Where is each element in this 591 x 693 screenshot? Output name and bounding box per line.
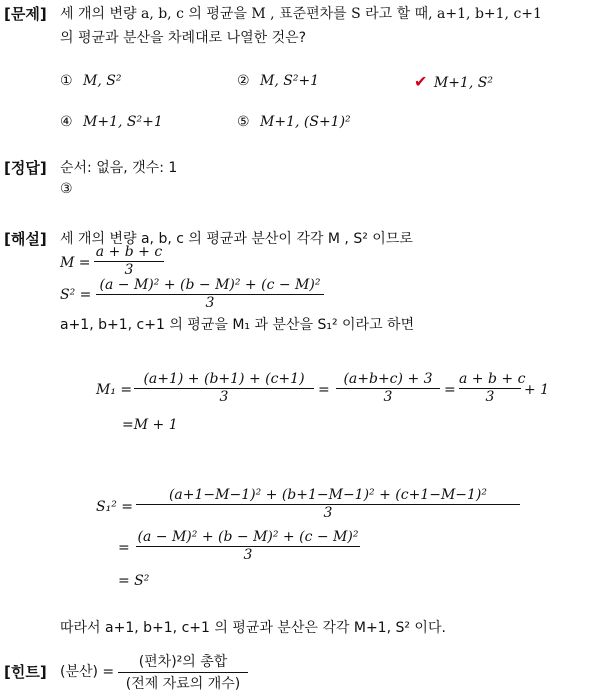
choice-1-text: M, S² <box>83 73 122 89</box>
answer-line1: 순서: 없음, 갯수: 1 <box>60 160 178 176</box>
explanation-conclusion: 따라서 a+1, b+1, c+1 의 평균과 분산은 각각 M+1, S² 이다. <box>60 620 446 636</box>
explanation-line1: 세 개의 변량 a, b, c 의 평균과 분산이 각각 M , S² 이므로 <box>60 231 413 247</box>
check-mark-icon: ✔ <box>414 72 428 91</box>
hint-lhs: (분산) = <box>60 664 115 680</box>
explanation-tag: [해설] <box>4 230 47 248</box>
eq-s-numerator: (a − M)² + (b − M)² + (c − M)² <box>99 277 321 293</box>
m1-f2-denominator: 3 <box>336 388 440 405</box>
choice-3[interactable] <box>414 72 493 91</box>
m1-eq2: = <box>318 382 330 398</box>
m1-f3-numerator: a + b + c <box>459 371 526 387</box>
s1-lhs: S₁² = <box>96 499 133 515</box>
m1-f1-numerator: (a+1) + (b+1) + (c+1) <box>143 371 305 387</box>
explanation-line4: a+1, b+1, c+1 의 평균을 M₁ 과 분산을 S₁² 이라고 하면 <box>60 317 415 333</box>
answer-tag: [정답] <box>4 159 47 177</box>
choice-4[interactable] <box>60 114 163 130</box>
hint-tag: [힌트] <box>4 663 47 681</box>
m1-lhs: M₁ = <box>96 382 133 398</box>
choice-5-mark: ⑤ <box>237 114 250 130</box>
hint-denominator: (전제 자료의 개수) <box>118 672 248 693</box>
m1-fraction-2 <box>336 371 440 405</box>
choice-1[interactable] <box>60 73 121 89</box>
eq-m-denominator: 3 <box>94 261 164 278</box>
s1-eq2: = <box>118 540 130 556</box>
m1-fraction-3 <box>459 371 526 405</box>
answer-line2: ③ <box>60 181 73 197</box>
m1-f1-denominator: 3 <box>134 388 314 405</box>
hint-fraction <box>118 651 248 693</box>
s1-f1-numerator: (a+1−M−1)² + (b+1−M−1)² + (c+1−M−1)² <box>168 487 488 503</box>
eq-m-numerator: a + b + c <box>95 244 163 260</box>
s1-f2-numerator: (a − M)² + (b − M)² + (c − M)² <box>137 529 359 545</box>
eq-m-fraction <box>94 244 164 278</box>
choice-5-text: M+1, (S+1)² <box>260 114 351 130</box>
eq-s-denominator: 3 <box>96 294 324 311</box>
s1-f2-denominator: 3 <box>136 546 360 563</box>
s1-fraction-2 <box>136 529 360 563</box>
choice-3-text: M+1, S² <box>433 75 493 91</box>
hint-numerator: (편차)²의 총합 <box>138 654 228 670</box>
choice-4-text: M+1, S²+1 <box>83 114 163 130</box>
choice-1-mark: ① <box>60 73 73 89</box>
m1-line2: =M + 1 <box>122 417 178 433</box>
eq-m-lhs: M = <box>60 255 91 271</box>
problem-text-line1: 세 개의 변량 a, b, c 의 평균을 M , 표준편차를 S 라고 할 때, a+1, b+1, c+1 <box>60 6 542 22</box>
m1-f3-denominator: 3 <box>459 388 521 405</box>
choice-2[interactable] <box>237 73 319 89</box>
s1-fraction-1 <box>136 487 520 521</box>
m1-tail: + 1 <box>524 382 550 398</box>
s1-line3: = S² <box>118 573 150 589</box>
m1-eq3: = <box>444 382 456 398</box>
choice-5[interactable] <box>237 114 351 130</box>
problem-text-line2: 의 평균과 분산을 차례대로 나열한 것은? <box>60 30 307 46</box>
choice-2-text: M, S²+1 <box>260 73 320 89</box>
problem-tag: [문제] <box>4 5 47 23</box>
m1-f2-numerator: (a+b+c) + 3 <box>343 371 433 387</box>
choice-4-mark: ④ <box>60 114 73 130</box>
m1-fraction-1 <box>134 371 314 405</box>
eq-s-lhs: S² = <box>60 287 92 303</box>
eq-s-fraction <box>96 277 324 311</box>
s1-f1-denominator: 3 <box>136 504 520 521</box>
choice-2-mark: ② <box>237 73 250 89</box>
